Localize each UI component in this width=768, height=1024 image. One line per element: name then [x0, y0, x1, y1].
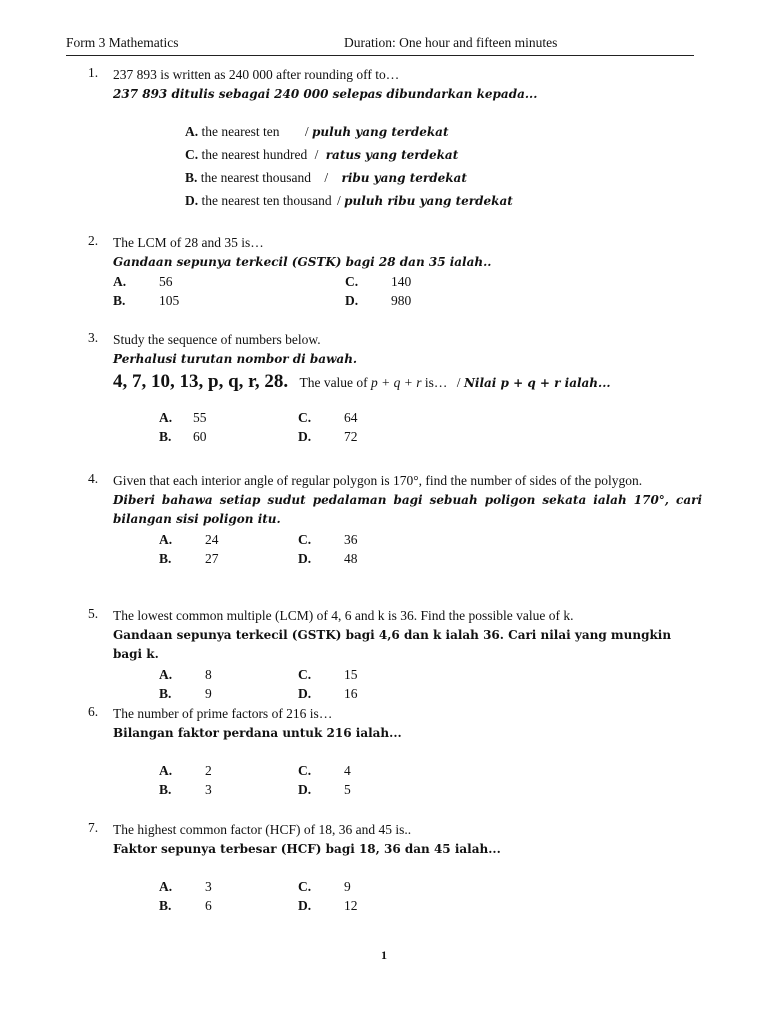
option-label: C.	[298, 531, 312, 547]
question-text-en: The LCM of 28 and 35 is…	[113, 235, 264, 250]
option-d[interactable]	[185, 189, 513, 212]
option-label: B.	[159, 550, 172, 566]
option-label: D.	[345, 293, 359, 308]
page-number: 1	[381, 948, 387, 962]
question-1	[88, 65, 702, 208]
separator: /	[336, 193, 341, 208]
option-value: 48	[344, 550, 358, 566]
option-b[interactable]	[159, 427, 207, 446]
option-d[interactable]	[298, 549, 358, 568]
option-label: A.	[159, 531, 173, 547]
question-2	[88, 233, 702, 312]
option-d[interactable]	[298, 427, 358, 446]
option-value: 64	[344, 410, 358, 425]
option-c[interactable]	[298, 877, 351, 896]
option-c[interactable]	[345, 272, 412, 291]
option-label: C.	[298, 666, 312, 682]
option-label: D.	[298, 550, 312, 566]
option-label: A.	[113, 274, 127, 289]
option-c[interactable]	[298, 665, 358, 684]
option-value: 9	[344, 879, 351, 894]
question-number: 4.	[88, 471, 99, 486]
question-number: 1.	[88, 65, 99, 80]
question-number: 6.	[88, 704, 99, 719]
option-label: A.	[159, 763, 173, 778]
subject-title: Form 3 Mathematics	[66, 35, 179, 50]
option-value: 105	[159, 293, 180, 308]
option-b[interactable]	[159, 549, 219, 568]
option-value: 56	[159, 274, 173, 289]
option-a[interactable]	[159, 408, 207, 427]
option-value: 72	[344, 429, 358, 444]
question-7	[88, 820, 702, 917]
option-d[interactable]	[298, 684, 358, 703]
option-a[interactable]	[185, 120, 448, 143]
option-text-bm: puluh yang terdekat	[311, 125, 449, 139]
option-label: C.	[298, 879, 312, 894]
option-label: C.	[185, 147, 199, 162]
option-text-bm: ratus yang terdekat	[325, 148, 459, 162]
question-number: 7.	[88, 820, 99, 835]
question-5	[88, 606, 702, 705]
option-c[interactable]	[298, 408, 358, 427]
option-label: B.	[159, 685, 172, 701]
option-b[interactable]	[159, 896, 212, 915]
question-number: 5.	[88, 606, 99, 621]
question-text-en: Study the sequence of numbers below.	[113, 332, 321, 347]
option-value: 3	[205, 782, 212, 797]
option-value: 4	[344, 763, 351, 778]
option-label: A.	[159, 410, 173, 425]
option-text-en: the nearest ten	[201, 124, 280, 139]
option-value: 980	[391, 293, 412, 308]
question-text-bm: Gandaan sepunya terkecil (GSTK) bagi 28 dan 35 ialah..	[113, 254, 492, 269]
option-value: 3	[205, 879, 212, 894]
option-label: A.	[159, 879, 173, 894]
option-text-bm: puluh ribu yang terdekat	[344, 194, 513, 208]
option-label: A.	[185, 124, 199, 139]
ask-text-en: The value of	[299, 375, 372, 390]
option-value: 6	[205, 898, 212, 913]
option-a[interactable]	[159, 877, 212, 896]
question-3	[88, 330, 702, 448]
question-number: 3.	[88, 330, 99, 345]
option-label: D.	[298, 429, 312, 444]
option-a[interactable]	[159, 530, 219, 549]
separator: /	[324, 170, 329, 185]
option-d[interactable]	[345, 291, 412, 310]
option-label: C.	[298, 763, 312, 778]
separator: /	[304, 124, 309, 139]
option-value: 16	[344, 685, 358, 701]
option-label: A.	[159, 666, 173, 682]
option-value: 5	[344, 782, 351, 797]
ask-expression: p + q + r	[371, 375, 422, 390]
option-value: 27	[205, 550, 219, 566]
option-label: C.	[298, 410, 312, 425]
option-b[interactable]	[185, 166, 467, 189]
ask-text-bm: Nilai p + q + r ialah...	[463, 376, 611, 390]
option-a[interactable]	[159, 761, 212, 780]
question-number: 2.	[88, 233, 99, 248]
separator: /	[456, 375, 461, 390]
ask-text-en-end: is…	[421, 375, 448, 390]
question-text-bm: Faktor sepunya terbesar (HCF) bagi 18, 36 dan 45 ialah...	[113, 841, 501, 856]
option-label: B.	[113, 293, 126, 308]
option-c[interactable]	[298, 761, 351, 780]
question-text-en: 237 893 is written as 240 000 after rounding off to…	[113, 67, 400, 82]
option-d[interactable]	[298, 896, 358, 915]
option-label: C.	[345, 274, 359, 289]
sequence-line	[113, 369, 702, 395]
option-label: B.	[185, 170, 198, 185]
option-d[interactable]	[298, 780, 351, 799]
option-value: 140	[391, 274, 412, 289]
option-value: 60	[193, 429, 207, 444]
question-text-bm: Perhalusi turutan nombor di bawah.	[113, 351, 358, 366]
separator: /	[314, 147, 319, 162]
option-label: B.	[159, 898, 172, 913]
duration-text: Duration: One hour and fifteen minutes	[344, 35, 558, 50]
option-value: 15	[344, 666, 358, 682]
question-text-bm: Gandaan sepunya terkecil (GSTK) bagi 4,6 dan k ialah 36. Cari nilai yang mungkin bagi k.	[113, 627, 672, 661]
option-c[interactable]	[185, 143, 458, 166]
question-text-en: The highest common factor (HCF) of 18, 36 and 45 is..	[113, 822, 412, 837]
option-b[interactable]	[159, 780, 212, 799]
option-value: 55	[193, 410, 207, 425]
option-text-bm: ribu yang terdekat	[341, 171, 467, 185]
option-c[interactable]	[298, 530, 358, 549]
option-b[interactable]	[159, 684, 212, 703]
option-b[interactable]	[113, 291, 180, 310]
option-label: D.	[298, 782, 312, 797]
option-text-en: the nearest ten thousand	[201, 193, 332, 208]
options	[113, 104, 702, 208]
option-value: 9	[205, 685, 212, 701]
option-text-en: the nearest hundred	[201, 147, 308, 162]
question-text-en: Given that each interior angle of regular polygon is 170°, find the number of sides of the polygon.	[113, 473, 643, 488]
question-text-bm: Bilangan faktor perdana untuk 216 ialah...	[113, 725, 402, 740]
question-text-en: The lowest common multiple (LCM) of 4, 6 and k is 36. Find the possible value of k.	[113, 608, 574, 623]
option-label: B.	[159, 429, 172, 444]
option-value: 8	[205, 666, 212, 682]
question-text-bm: Diberi bahawa setiap sudut pedalaman bagi sebuah poligon sekata ialah 170°, cari bilangan sisi poligon itu.	[113, 492, 702, 526]
question-4	[88, 471, 702, 570]
option-value: 24	[205, 531, 219, 547]
option-label: D.	[185, 193, 199, 208]
option-value: 12	[344, 898, 358, 913]
option-value: 2	[205, 763, 212, 778]
page-header	[66, 35, 694, 56]
option-a[interactable]	[159, 665, 212, 684]
question-text-en: The number of prime factors of 216 is…	[113, 706, 333, 721]
option-text-en: the nearest thousand	[200, 170, 311, 185]
question-text-bm: 237 893 ditulis sebagai 240 000 selepas dibundarkan kepada...	[113, 86, 538, 101]
number-sequence: 4, 7, 10, 13, p, q, r, 28.	[113, 371, 289, 392]
option-label: D.	[298, 685, 312, 701]
option-label: B.	[159, 782, 172, 797]
option-a[interactable]	[113, 272, 173, 291]
option-value: 36	[344, 531, 358, 547]
question-6	[88, 704, 702, 801]
option-label: D.	[298, 898, 312, 913]
